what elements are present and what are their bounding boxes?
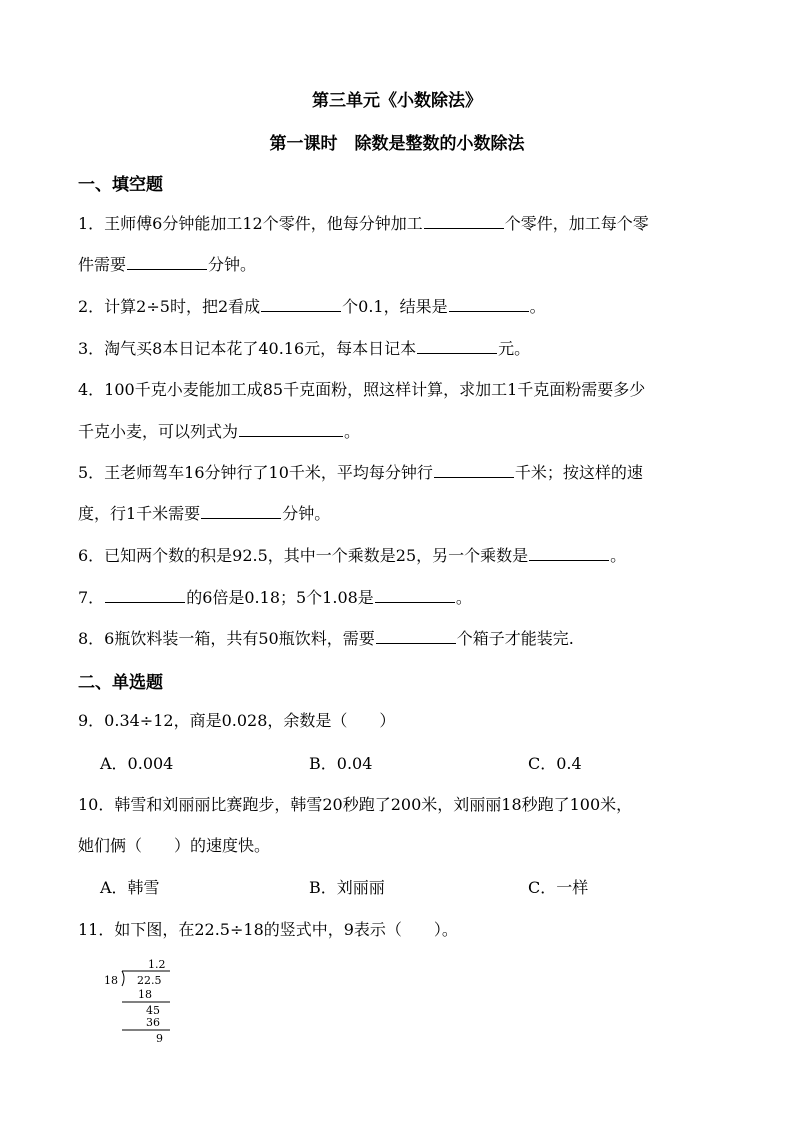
partial-product-1: 18 <box>138 988 152 1001</box>
question-10-line-2: 她们俩（ ）的速度快。 <box>78 836 271 855</box>
section-heading-fill-blank: 一、填空题 <box>78 175 163 195</box>
answer-blank[interactable] <box>239 420 343 437</box>
answer-blank[interactable] <box>127 253 207 270</box>
question-7 <box>78 586 472 610</box>
option-c[interactable]: C．0.4 <box>528 754 582 773</box>
answer-blank[interactable] <box>201 502 281 519</box>
question-text: 1．王师傅6分钟能加工12个零件，他每分钟加工 <box>78 214 423 233</box>
question-text: 的6倍是0.18；5个1.08是 <box>186 588 374 607</box>
question-text: 。 <box>455 588 472 607</box>
question-text: 件需要 <box>78 255 127 274</box>
question-8 <box>78 627 574 651</box>
question-5-line-2 <box>78 502 330 526</box>
question-text: 4．100千克小麦能加工成85千克面粉，照这样计算，求加工1千克面粉需要多少 <box>78 380 646 399</box>
option-c[interactable]: C．一样 <box>528 878 589 897</box>
question-text: 。 <box>344 422 361 441</box>
question-6 <box>78 544 626 568</box>
remainder-2: 9 <box>156 1032 163 1045</box>
question-text: 个0.1，结果是 <box>342 297 448 316</box>
section-heading-single-choice: 二、单选题 <box>78 673 163 693</box>
question-text: 千米；按这样的速 <box>514 463 643 482</box>
answer-blank[interactable] <box>105 586 185 603</box>
page-title: 第三单元《小数除法》 <box>312 91 482 111</box>
question-text: 。 <box>610 546 627 565</box>
remainder-1: 45 <box>146 1004 160 1017</box>
question-text: 5．王老师驾车16分钟行了10千米，平均每分钟行 <box>78 463 433 482</box>
question-4-line-2 <box>78 420 360 444</box>
question-text: 8．6瓶饮料装一箱，共有50瓶饮料，需要 <box>78 629 375 648</box>
question-11: 11．如下图，在22.5÷18的竖式中，9表示（ ）。 <box>78 920 458 939</box>
answer-blank[interactable] <box>529 544 609 561</box>
page-subtitle: 第一课时 除数是整数的小数除法 <box>269 134 525 154</box>
question-5-line-1 <box>78 461 643 485</box>
question-1-line-2 <box>78 253 256 277</box>
option-b[interactable]: B．刘丽丽 <box>309 878 385 897</box>
divisor-text: 18 <box>104 974 118 987</box>
question-text: 7． <box>78 588 105 607</box>
question-text: 3．淘气买8本日记本花了40.16元，每本日记本 <box>78 339 417 358</box>
answer-blank[interactable] <box>375 586 455 603</box>
option-b[interactable]: B．0.04 <box>309 754 373 773</box>
division-bracket <box>122 971 124 986</box>
question-text: 个箱子才能装完. <box>456 629 574 648</box>
question-text: 元。 <box>498 339 531 358</box>
answer-blank[interactable] <box>424 212 504 229</box>
question-1-line-1 <box>78 212 649 236</box>
question-3 <box>78 337 530 361</box>
answer-blank[interactable] <box>449 295 529 312</box>
question-text: 个零件，加工每个零 <box>504 214 649 233</box>
option-a[interactable]: A．0.004 <box>100 754 174 773</box>
answer-blank[interactable] <box>261 295 341 312</box>
question-4-line-1 <box>78 378 645 402</box>
answer-blank[interactable] <box>417 337 497 354</box>
long-division-figure <box>100 956 180 1046</box>
quotient-text: 1.2 <box>148 958 166 971</box>
question-2 <box>78 295 546 319</box>
question-9: 9．0.34÷12，商是0.028，余数是（ ） <box>78 711 396 730</box>
question-text: 。 <box>529 297 546 316</box>
question-text: 6．已知两个数的积是92.5，其中一个乘数是25，另一个乘数是 <box>78 546 529 565</box>
question-text: 分钟。 <box>208 255 257 274</box>
question-text: 2．计算2÷5时，把2看成 <box>78 297 261 316</box>
answer-blank[interactable] <box>376 627 456 644</box>
partial-product-2: 36 <box>146 1016 160 1029</box>
option-a[interactable]: A．韩雪 <box>100 878 160 897</box>
question-text: 千克小麦，可以列式为 <box>78 422 239 441</box>
dividend-text: 22.5 <box>137 974 162 987</box>
answer-blank[interactable] <box>434 461 514 478</box>
question-text: 度，行1千米需要 <box>78 504 201 523</box>
question-text: 分钟。 <box>282 504 331 523</box>
question-10-line-1: 10．韩雪和刘丽丽比赛跑步，韩雪20秒跑了200米，刘丽丽18秒跑了100米， <box>78 795 633 814</box>
